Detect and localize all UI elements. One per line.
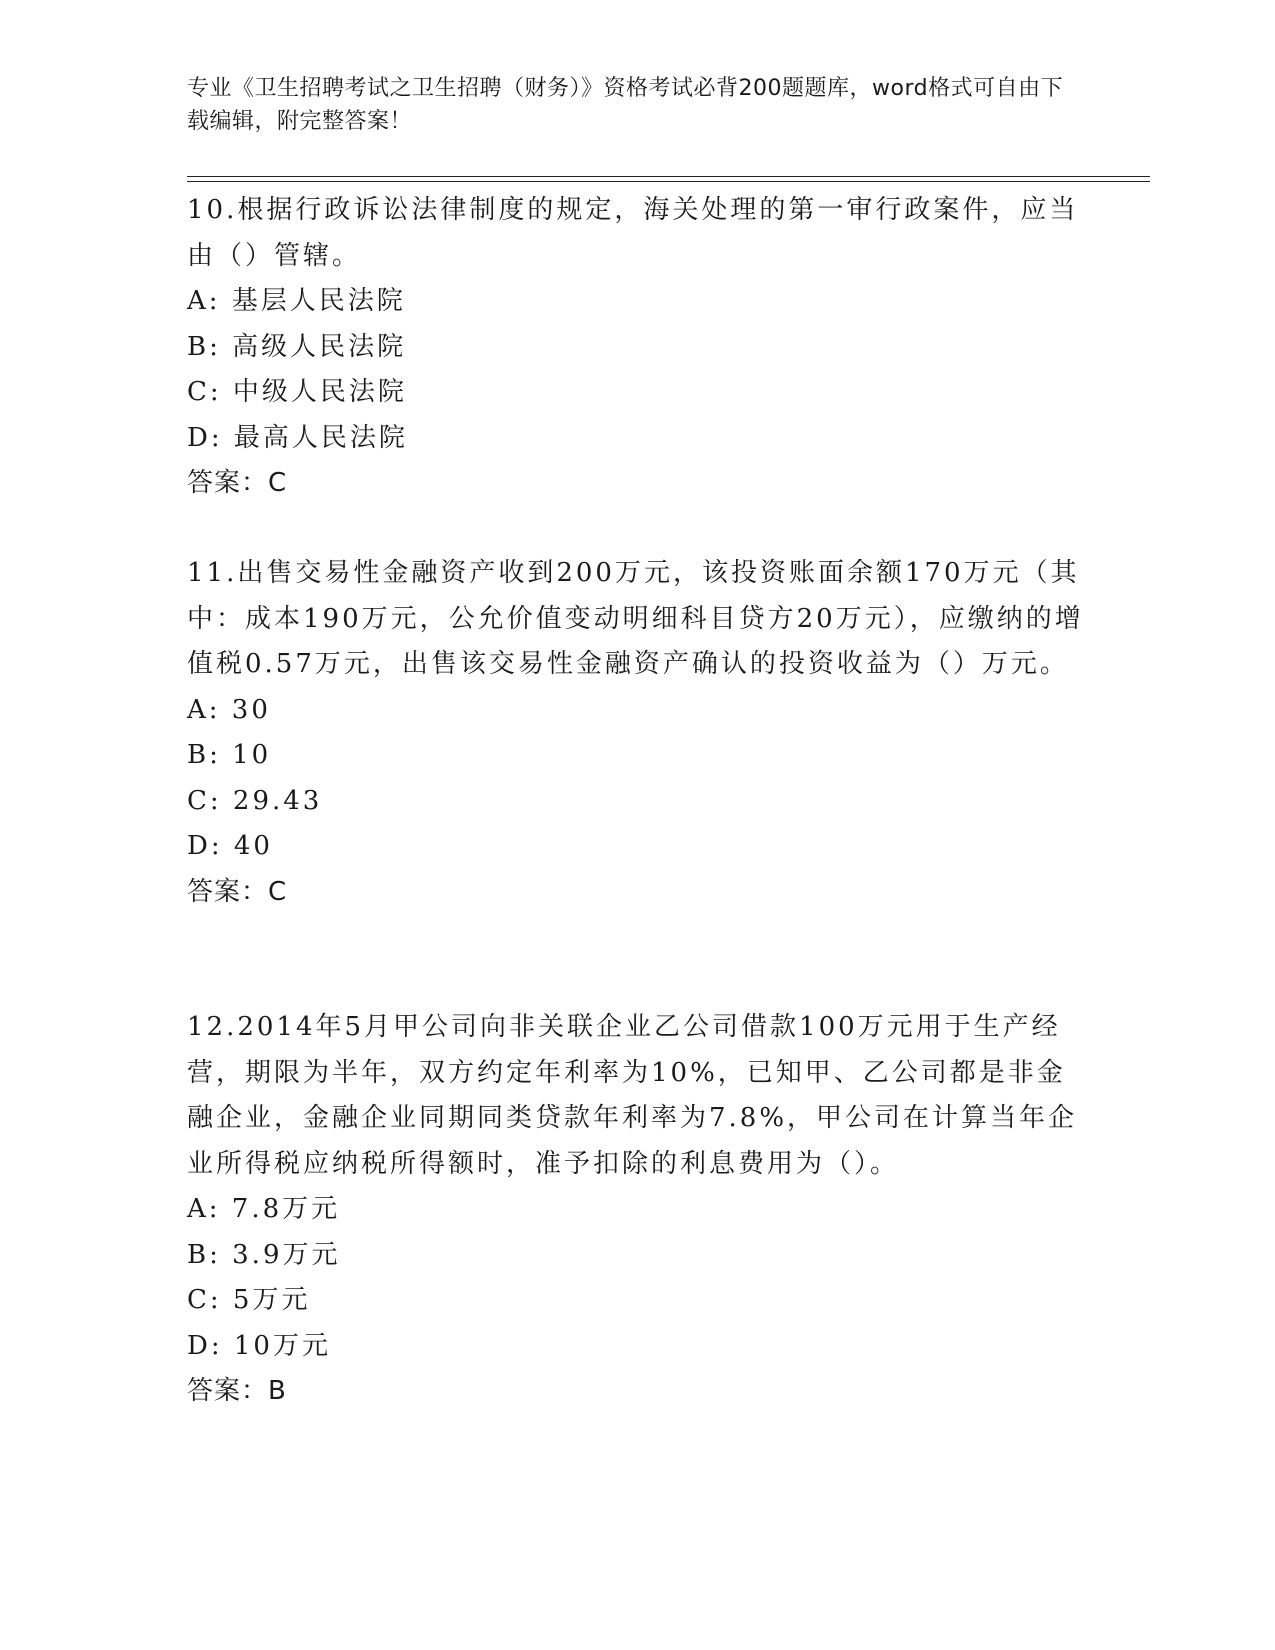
question-12 [187,1005,1087,1415]
option-d: D: 最高人民法院 [187,422,408,453]
option-b: B: 10 [187,740,272,770]
question-10 [187,188,1087,507]
document-header-text: 专业《卫生招聘考试之卫生招聘（财务）》资格考试必背200题题库，word格式可自由下载编辑，附完整答案！ [187,76,1064,134]
option-b: B: 3.9万元 [187,1239,341,1270]
header-divider-top [187,176,1150,177]
answer: 答案：C [187,468,288,498]
option-a: A: 基层人民法院 [187,286,406,316]
question-11 [187,551,1087,915]
answer: 答案：B [187,1376,287,1406]
option-b: B: 高级人民法院 [187,331,407,362]
option-d: D: 40 [187,831,273,861]
option-c: C: 29.43 [187,785,323,816]
answer: 答案：C [187,876,288,907]
option-a: A: 30 [187,694,271,725]
question-text: 10.根据行政诉讼法律制度的规定，海关处理的第一审行政案件，应当由（）管辖。 [187,195,1079,271]
question-text: 12.2014年5月甲公司向非关联企业乙公司借款100万元用于生产经营，期限为半年，双方约定年利率为10%，已知甲、乙公司都是非金融企业，金融企业同期同类贷款年利率为7.8%，甲公司在计算当年企业所得税应纳税所得额时，准予扣除的利息费用为（）。 [187,1012,1078,1179]
question-text: 11.出售交易性金融资产收到200万元，该投资账面余额170万元（其中：成本190万元，公允价值变动明细科目贷方20万元），应缴纳的增值税0.57万元，出售该交易性金融资产确认的投资收益为（）万元。 [187,558,1084,679]
option-a: A: 7.8万元 [187,1194,341,1224]
option-c: C: 5万元 [187,1285,311,1315]
header-divider-bottom [187,181,1150,182]
option-c: C: 中级人民法院 [187,377,407,407]
option-d: D: 10万元 [187,1330,331,1361]
